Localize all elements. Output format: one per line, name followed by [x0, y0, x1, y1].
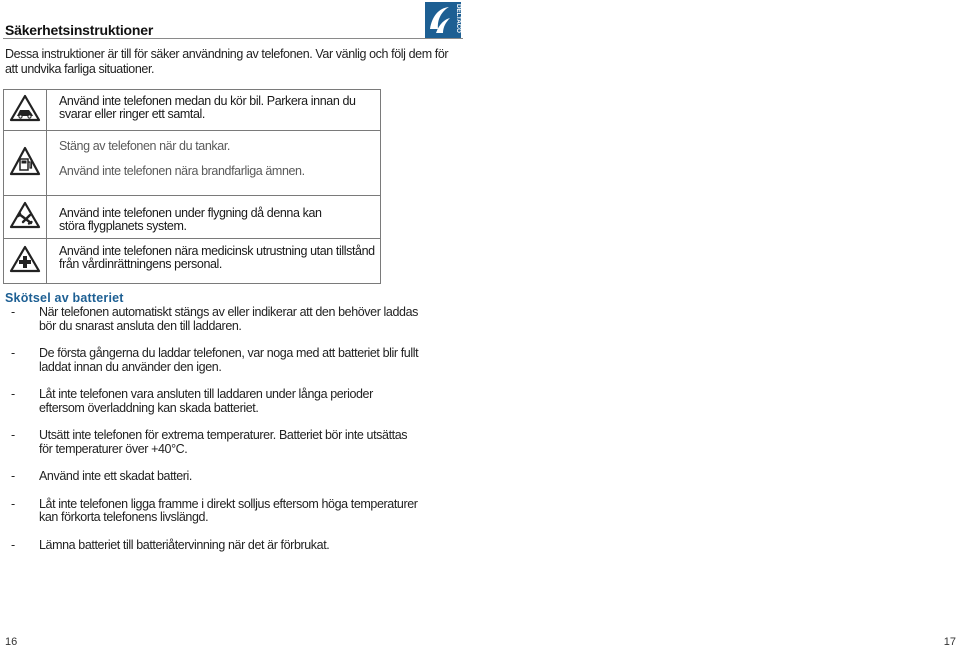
- safety-row-fuel: [3, 130, 381, 195]
- battery-heading: Skötsel av batteriet: [5, 291, 124, 305]
- battery-item-text: Låt inte telefonen vara ansluten till laddaren under långa perioder eftersom överladdning kan skada batteriet.: [39, 387, 373, 415]
- battery-item-text: När telefonen automatiskt stängs av eller indikerar att den behöver laddas bör du snarast ansluta den till laddaren.: [39, 305, 418, 333]
- safety-text-driving: Använd inte telefonen medan du kör bil. Parkera innan du svarar eller ringer ett samtal.: [59, 94, 356, 121]
- list-dash: -: [11, 469, 15, 483]
- safety-text-fuel-flammable: Använd inte telefonen nära brandfarliga ämnen.: [59, 164, 305, 178]
- car-icon: [9, 94, 41, 127]
- list-dash: -: [11, 305, 15, 319]
- battery-item-text: Utsätt inte telefonen för extrema temperaturer. Batteriet bör inte utsättas för temperaturer över +40°C.: [39, 428, 408, 456]
- battery-item-text: De första gångerna du laddar telefonen, var noga med att batteriet blir fullt laddat innan du använder den igen.: [39, 346, 419, 374]
- safety-text-medical: Använd inte telefonen nära medicinsk utrustning utan tillstånd från vårdinrättningens personal.: [59, 244, 375, 271]
- car-warning-cell: [4, 90, 47, 130]
- battery-item-text: Använd inte ett skadat batteri.: [39, 469, 192, 483]
- page-number-left: 16: [5, 636, 18, 648]
- safety-row-driving: [3, 89, 381, 130]
- list-item: [5, 388, 455, 415]
- safety-text-fuel-off: Stäng av telefonen när du tankar.: [59, 139, 230, 153]
- fuel-pump-icon: [9, 146, 41, 181]
- airplane-icon: [9, 201, 41, 234]
- list-item: [5, 429, 455, 456]
- battery-item-text: Låt inte telefonen ligga framme i direkt solljus eftersom höga temperaturer kan förkorta telefonens livslängd.: [39, 496, 418, 524]
- list-item: [5, 470, 455, 484]
- safety-row-medical: [3, 238, 381, 284]
- safety-table: [3, 89, 381, 284]
- safety-text-flight: Använd inte telefonen under flygning då denna kan störa flygplanets system.: [59, 206, 322, 233]
- intro-text: Dessa instruktioner är till för säker användning av telefonen. Var vänlig och följ dem för att undvika farliga situationer.: [5, 47, 449, 76]
- fuel-warning-cell: [4, 131, 47, 195]
- list-item: [5, 498, 455, 525]
- safety-row-text: [47, 90, 380, 130]
- medical-cross-icon: [9, 245, 41, 278]
- logo-text: DELTACO: [455, 4, 462, 33]
- list-dash: -: [11, 537, 15, 552]
- flight-warning-cell: [4, 196, 47, 238]
- battery-care-section: [5, 291, 455, 552]
- list-dash: -: [11, 387, 15, 401]
- page-title: Säkerhetsinstruktioner: [5, 22, 154, 38]
- list-dash: -: [11, 496, 15, 511]
- safety-row-text: [47, 131, 380, 195]
- title-divider: [3, 38, 463, 39]
- safety-row-text: [47, 196, 380, 238]
- deltaco-logo: [425, 2, 461, 38]
- medical-warning-cell: [4, 239, 47, 283]
- safety-row-flight: [3, 195, 381, 238]
- page-number-right: 17: [943, 636, 956, 648]
- list-item: [5, 539, 455, 553]
- list-dash: -: [11, 346, 15, 360]
- safety-row-text: [47, 239, 400, 283]
- list-item: [5, 347, 455, 374]
- battery-item-text: Lämna batteriet till batteriåtervinning när det är förbrukat.: [39, 537, 330, 552]
- list-item: [5, 306, 455, 333]
- list-dash: -: [11, 428, 15, 442]
